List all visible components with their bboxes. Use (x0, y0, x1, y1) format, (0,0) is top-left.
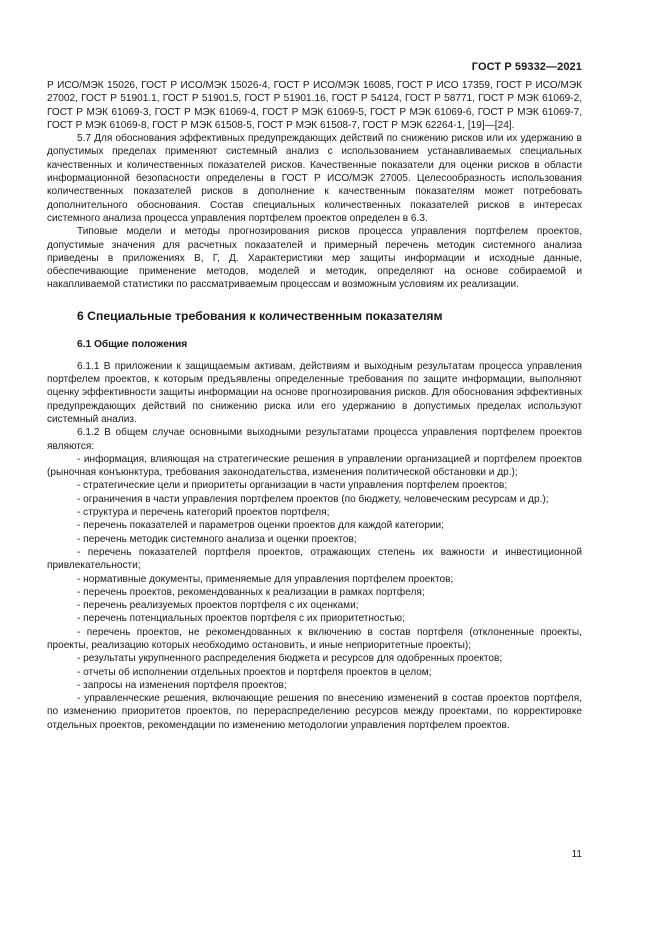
list-item: - перечень реализуемых проектов портфеля с их оценками; (77, 600, 359, 612)
paragraph-6-1-1: 6.1.1 В приложении к защищаемым активам, действиям и выходным результатам процесса управления портфелем проектов, к которым предъявлены определенные требования по защите информации, выполняют оценку эффективности защиты информации на основе прогнозирования рисков. Для обоснования эффективных предупреждающих действий по снижению риска или его удержанию в допустимых пределах используют системный анализ. (47, 360, 582, 425)
list-item: - нормативные документы, применяемые для управления портфелем проектов; (77, 573, 454, 585)
list-item: - отчеты об исполнении отдельных проектов и портфеля проектов в целом; (77, 666, 432, 678)
page-number: 11 (571, 849, 582, 860)
list-item: - запросы на изменения портфеля проектов; (77, 679, 287, 691)
list-item: - стратегические цели и приоритеты организации в части управления портфелем проектов; (77, 480, 508, 492)
list-item: - ограничения в части управления портфелем проектов (по бюджету, человеческим ресурсам и др.); (77, 493, 549, 505)
list-item: - информация, влияющая на стратегические решения в управлении организацией и портфелем проектов (рыночная конъюнктура, требования законодательства, изменения политической обстановки и др.); (47, 453, 582, 479)
paragraph-5-7: 5.7 Для обоснования эффективных предупреждающих действий по снижению рисков или их удержанию в допустимых пределах применяют системный анализ с использованием устанавливаемых специальных качественных и количественных показателей рисков. Качественные показатели для оценки рисков в области информационной безопасности определены в ГОСТ Р ИСО/МЭК 27005. Целесообразность использования количественных показателей рисков в дополнение к качественным показателям может потребовать дополнительного обоснования. Состав специальных количественных показателей рисков в интересах системного анализа процесса управления портфелем проектов определен в 6.3. (47, 133, 582, 224)
list-item: - перечень методик системного анализа и оценки проектов; (77, 533, 357, 545)
list-item: - перечень проектов, рекомендованных к реализации в рамках портфеля; (77, 586, 425, 598)
list-item: - перечень проектов, не рекомендованных к включению в состав портфеля (отклоненные проекты, проекты, реализацию которых необходимо остановить, и иные неприоритетные проекты); (47, 626, 582, 651)
list-item: - перечень показателей и параметров оценки проектов для каждой категории; (77, 520, 444, 532)
list-item: - структура и перечень категорий проектов портфеля; (77, 507, 330, 519)
paragraph-references: Р ИСО/МЭК 15026, ГОСТ Р ИСО/МЭК 15026-4, ГОСТ Р ИСО/МЭК 16085, ГОСТ Р ИСО 17359, ГОСТ Р ИСО/МЭК 27002, ГОСТ Р 51901.1, ГОСТ Р 51901.5, ГОСТ Р 51901.16, ГОСТ Р 54124, ГОСТ Р 58771, ГОСТ Р МЭК 61069-2, ГОСТ Р МЭК 61069-3, ГОСТ Р МЭК 61069-4, ГОСТ Р МЭК 61069-5, ГОСТ Р МЭК 61069-6, ГОСТ Р МЭК 61069-7, ГОСТ Р МЭК 61069-8, ГОСТ Р МЭК 61508-5, ГОСТ Р МЭК 61508-7, ГОСТ Р МЭК 62264-1, [19]—[24]. (47, 80, 582, 131)
subsection-title: 6.1 Общие положения (77, 338, 188, 350)
section-title: 6 Специальные требования к количественным показателям (77, 308, 443, 323)
document-code: ГОСТ Р 59332—2021 (471, 61, 582, 73)
list-item: - перечень показателей портфеля проектов, отражающих степень их важности и инвестиционной привлекательности; (47, 546, 582, 572)
paragraph-6-1-2: 6.1.2 В общем случае основными выходными результатами процесса управления портфелем проектов являются: (47, 427, 582, 452)
list-item: - управленческие решения, включающие решения по внесению изменений в состав проектов портфеля, по изменению приоритетов проектов, по перераспределению ресурсов между проектами, по корректировке отдельных проектов, рекомендации по изменению методологии управления портфелем проектов. (47, 693, 582, 731)
list-item: - результаты укрупненного распределения бюджета и ресурсов для одобренных проектов; (77, 653, 503, 665)
paragraph-typical-models: Типовые модели и методы прогнозирования рисков процесса управления портфелем проектов, допустимые значения для расчетных показателей и примерный перечень методик системного анализа приведены в приложениях В, Г, Д. Характеристики мер защиты информации и исходные данные, обеспечивающие применение методов, моделей и методик, определяют на основе собираемой и накапливаемой статистики по рассматриваемым процессам и возможным условиям их реализации. (47, 226, 582, 291)
page-content (47, 79, 582, 732)
list-item: - перечень потенциальных проектов портфеля с их приоритетностью; (77, 613, 405, 625)
